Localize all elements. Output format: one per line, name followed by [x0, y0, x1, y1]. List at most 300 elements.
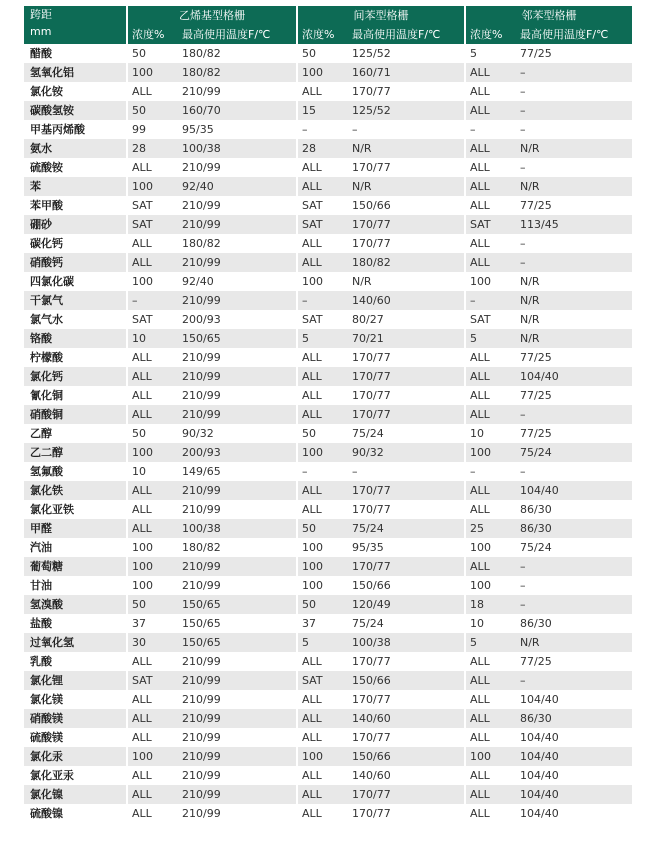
- concentration-cell: 10: [127, 329, 178, 348]
- concentration-cell: ALL: [127, 709, 178, 728]
- max-temp-cell: 77/25: [516, 652, 632, 671]
- concentration-cell: 100: [127, 177, 178, 196]
- max-temp-cell: 125/52: [348, 44, 465, 63]
- table-row: [24, 63, 632, 82]
- concentration-cell: ALL: [127, 728, 178, 747]
- concentration-cell: ALL: [465, 158, 516, 177]
- concentration-cell: ALL: [465, 386, 516, 405]
- concentration-cell: 50: [127, 424, 178, 443]
- max-temp-cell: 210/99: [178, 652, 297, 671]
- concentration-cell: 5: [297, 329, 348, 348]
- subheader-max-temp: 最高使用温度F/℃: [348, 25, 465, 44]
- max-temp-cell: 75/24: [516, 443, 632, 462]
- max-temp-cell: 180/82: [178, 63, 297, 82]
- concentration-cell: SAT: [297, 215, 348, 234]
- table-row: [24, 44, 632, 63]
- chemical-name: 硝酸钙: [24, 253, 127, 272]
- chemical-name: 氢溴酸: [24, 595, 127, 614]
- concentration-cell: SAT: [127, 671, 178, 690]
- table-row: [24, 652, 632, 671]
- table-row: [24, 709, 632, 728]
- concentration-cell: 30: [127, 633, 178, 652]
- concentration-cell: 50: [297, 44, 348, 63]
- max-temp-cell: 90/32: [348, 443, 465, 462]
- concentration-cell: 5: [465, 44, 516, 63]
- chemical-name: 硫酸镍: [24, 804, 127, 823]
- concentration-cell: ALL: [465, 709, 516, 728]
- max-temp-cell: N/R: [348, 272, 465, 291]
- concentration-cell: ALL: [127, 82, 178, 101]
- table-row: [24, 538, 632, 557]
- max-temp-cell: 90/32: [178, 424, 297, 443]
- max-temp-cell: 170/77: [348, 481, 465, 500]
- concentration-cell: 28: [297, 139, 348, 158]
- concentration-cell: ALL: [127, 785, 178, 804]
- concentration-cell: ALL: [127, 481, 178, 500]
- max-temp-cell: 104/40: [516, 804, 632, 823]
- concentration-cell: –: [127, 291, 178, 310]
- chemical-name: 甘油: [24, 576, 127, 595]
- concentration-cell: ALL: [297, 785, 348, 804]
- max-temp-cell: 70/21: [348, 329, 465, 348]
- chemical-name: 硼砂: [24, 215, 127, 234]
- concentration-cell: ALL: [465, 500, 516, 519]
- concentration-cell: ALL: [297, 82, 348, 101]
- concentration-cell: 100: [297, 557, 348, 576]
- chemical-name: 醋酸: [24, 44, 127, 63]
- max-temp-cell: 86/30: [516, 519, 632, 538]
- max-temp-cell: –: [516, 253, 632, 272]
- max-temp-cell: 92/40: [178, 177, 297, 196]
- concentration-cell: 100: [127, 272, 178, 291]
- concentration-cell: 50: [297, 519, 348, 538]
- table-row: [24, 177, 632, 196]
- concentration-cell: ALL: [465, 253, 516, 272]
- subheader-concentration: 浓度%: [297, 25, 348, 44]
- table-row: [24, 196, 632, 215]
- table-row: [24, 690, 632, 709]
- concentration-cell: ALL: [127, 367, 178, 386]
- concentration-cell: ALL: [127, 234, 178, 253]
- max-temp-cell: 170/77: [348, 728, 465, 747]
- max-temp-cell: –: [516, 63, 632, 82]
- table-row: [24, 671, 632, 690]
- max-temp-cell: 170/77: [348, 500, 465, 519]
- chemical-name: 汽油: [24, 538, 127, 557]
- subheader-max-temp: 最高使用温度F/℃: [516, 25, 632, 44]
- max-temp-cell: 86/30: [516, 500, 632, 519]
- concentration-cell: 100: [465, 443, 516, 462]
- chemical-name: 乙醇: [24, 424, 127, 443]
- concentration-cell: 100: [297, 63, 348, 82]
- concentration-cell: 18: [465, 595, 516, 614]
- concentration-cell: ALL: [465, 766, 516, 785]
- max-temp-cell: 150/65: [178, 633, 297, 652]
- chemical-name: 氯化镍: [24, 785, 127, 804]
- max-temp-cell: 160/70: [178, 101, 297, 120]
- max-temp-cell: –: [516, 234, 632, 253]
- max-temp-cell: 210/99: [178, 804, 297, 823]
- max-temp-cell: 150/65: [178, 329, 297, 348]
- max-temp-cell: 200/93: [178, 443, 297, 462]
- concentration-cell: ALL: [127, 500, 178, 519]
- chemical-name: 甲醛: [24, 519, 127, 538]
- subheader-concentration: 浓度%: [465, 25, 516, 44]
- max-temp-cell: 75/24: [348, 519, 465, 538]
- max-temp-cell: –: [516, 671, 632, 690]
- concentration-cell: –: [297, 462, 348, 481]
- table-row: [24, 804, 632, 823]
- table-row: [24, 633, 632, 652]
- concentration-cell: ALL: [127, 804, 178, 823]
- max-temp-cell: –: [348, 120, 465, 139]
- concentration-cell: ALL: [465, 177, 516, 196]
- table-header: [24, 6, 632, 44]
- max-temp-cell: 140/60: [348, 709, 465, 728]
- concentration-cell: –: [297, 120, 348, 139]
- max-temp-cell: 180/82: [348, 253, 465, 272]
- group-isophthalic: 间苯型格栅: [297, 6, 465, 25]
- max-temp-cell: 210/99: [178, 766, 297, 785]
- concentration-cell: ALL: [465, 101, 516, 120]
- max-temp-cell: 210/99: [178, 747, 297, 766]
- table-row: [24, 139, 632, 158]
- concentration-cell: ALL: [127, 766, 178, 785]
- concentration-cell: 5: [297, 633, 348, 652]
- max-temp-cell: 170/77: [348, 158, 465, 177]
- concentration-cell: ALL: [297, 500, 348, 519]
- chemical-name: 干氯气: [24, 291, 127, 310]
- chemical-name: 氯化铵: [24, 82, 127, 101]
- table-row: [24, 728, 632, 747]
- concentration-cell: 50: [127, 101, 178, 120]
- table-row: [24, 120, 632, 139]
- table-row: [24, 329, 632, 348]
- max-temp-cell: –: [516, 595, 632, 614]
- max-temp-cell: 77/25: [516, 386, 632, 405]
- chemical-name: 硫酸镁: [24, 728, 127, 747]
- max-temp-cell: 113/45: [516, 215, 632, 234]
- max-temp-cell: 170/77: [348, 652, 465, 671]
- concentration-cell: 37: [297, 614, 348, 633]
- concentration-cell: ALL: [127, 405, 178, 424]
- max-temp-cell: 210/99: [178, 82, 297, 101]
- corner-label-span: 跨距: [30, 8, 52, 21]
- chemical-name: 氢氧化铝: [24, 63, 127, 82]
- max-temp-cell: N/R: [516, 139, 632, 158]
- concentration-cell: 100: [297, 576, 348, 595]
- max-temp-cell: 170/77: [348, 785, 465, 804]
- concentration-cell: ALL: [465, 63, 516, 82]
- concentration-cell: 100: [465, 747, 516, 766]
- concentration-cell: ALL: [465, 82, 516, 101]
- concentration-cell: 50: [297, 595, 348, 614]
- max-temp-cell: 104/40: [516, 747, 632, 766]
- table-row: [24, 500, 632, 519]
- max-temp-cell: 210/99: [178, 481, 297, 500]
- max-temp-cell: 170/77: [348, 386, 465, 405]
- table-row: [24, 424, 632, 443]
- max-temp-cell: 210/99: [178, 671, 297, 690]
- concentration-cell: –: [465, 120, 516, 139]
- concentration-cell: SAT: [465, 215, 516, 234]
- concentration-cell: ALL: [127, 253, 178, 272]
- table-row: [24, 272, 632, 291]
- concentration-cell: ALL: [297, 481, 348, 500]
- concentration-cell: ALL: [465, 690, 516, 709]
- concentration-cell: ALL: [465, 405, 516, 424]
- concentration-cell: 100: [465, 576, 516, 595]
- max-temp-cell: 210/99: [178, 728, 297, 747]
- table-row: [24, 291, 632, 310]
- concentration-cell: ALL: [127, 652, 178, 671]
- subheader-max-temp: 最高使用温度F/℃: [178, 25, 297, 44]
- max-temp-cell: 104/40: [516, 481, 632, 500]
- header-corner: [24, 6, 127, 44]
- max-temp-cell: 100/38: [178, 139, 297, 158]
- concentration-cell: –: [465, 291, 516, 310]
- table-row: [24, 348, 632, 367]
- concentration-cell: ALL: [127, 690, 178, 709]
- max-temp-cell: 170/77: [348, 690, 465, 709]
- concentration-cell: SAT: [297, 671, 348, 690]
- table-row: [24, 747, 632, 766]
- table-row: [24, 405, 632, 424]
- chemical-name: 乳酸: [24, 652, 127, 671]
- concentration-cell: 100: [127, 538, 178, 557]
- max-temp-cell: 86/30: [516, 709, 632, 728]
- max-temp-cell: 170/77: [348, 215, 465, 234]
- max-temp-cell: –: [516, 405, 632, 424]
- max-temp-cell: 180/82: [178, 234, 297, 253]
- concentration-cell: –: [297, 291, 348, 310]
- max-temp-cell: 170/77: [348, 804, 465, 823]
- max-temp-cell: 210/99: [178, 785, 297, 804]
- max-temp-cell: 210/99: [178, 557, 297, 576]
- concentration-cell: 100: [127, 63, 178, 82]
- chemical-name: 苯: [24, 177, 127, 196]
- max-temp-cell: N/R: [348, 177, 465, 196]
- max-temp-cell: 92/40: [178, 272, 297, 291]
- table-row: [24, 766, 632, 785]
- max-temp-cell: 75/24: [516, 538, 632, 557]
- max-temp-cell: 180/82: [178, 44, 297, 63]
- chemical-name: 乙二醇: [24, 443, 127, 462]
- chemical-name: 氯化铁: [24, 481, 127, 500]
- concentration-cell: ALL: [465, 196, 516, 215]
- table-row: [24, 576, 632, 595]
- max-temp-cell: 77/25: [516, 424, 632, 443]
- concentration-cell: 100: [465, 538, 516, 557]
- chemical-name: 盐酸: [24, 614, 127, 633]
- concentration-cell: ALL: [465, 348, 516, 367]
- table-row: [24, 82, 632, 101]
- chemical-resistance-table-container: [24, 6, 632, 823]
- concentration-cell: ALL: [465, 367, 516, 386]
- concentration-cell: 28: [127, 139, 178, 158]
- concentration-cell: 50: [127, 595, 178, 614]
- chemical-name: 氰化铜: [24, 386, 127, 405]
- concentration-cell: ALL: [297, 405, 348, 424]
- concentration-cell: ALL: [465, 728, 516, 747]
- concentration-cell: ALL: [465, 481, 516, 500]
- concentration-cell: 100: [127, 557, 178, 576]
- concentration-cell: ALL: [465, 139, 516, 158]
- chemical-name: 四氯化碳: [24, 272, 127, 291]
- concentration-cell: 10: [465, 614, 516, 633]
- concentration-cell: 50: [297, 424, 348, 443]
- max-temp-cell: 77/25: [516, 196, 632, 215]
- chemical-name: 碳化钙: [24, 234, 127, 253]
- group-vinyl-ester: 乙烯基型格栅: [127, 6, 297, 25]
- corner-label-unit: mm: [30, 25, 52, 38]
- concentration-cell: 100: [465, 272, 516, 291]
- max-temp-cell: –: [516, 158, 632, 177]
- concentration-cell: –: [465, 462, 516, 481]
- chemical-resistance-table: [24, 6, 632, 823]
- concentration-cell: ALL: [465, 671, 516, 690]
- concentration-cell: 25: [465, 519, 516, 538]
- max-temp-cell: N/R: [516, 272, 632, 291]
- max-temp-cell: 210/99: [178, 405, 297, 424]
- chemical-name: 硫酸铵: [24, 158, 127, 177]
- chemical-name: 氯化汞: [24, 747, 127, 766]
- max-temp-cell: 170/77: [348, 348, 465, 367]
- max-temp-cell: 210/99: [178, 690, 297, 709]
- max-temp-cell: 140/60: [348, 291, 465, 310]
- max-temp-cell: 150/66: [348, 747, 465, 766]
- table-row: [24, 234, 632, 253]
- max-temp-cell: –: [516, 101, 632, 120]
- table-row: [24, 595, 632, 614]
- concentration-cell: SAT: [297, 310, 348, 329]
- chemical-name: 铬酸: [24, 329, 127, 348]
- max-temp-cell: 210/99: [178, 158, 297, 177]
- chemical-name: 柠檬酸: [24, 348, 127, 367]
- table-row: [24, 462, 632, 481]
- concentration-cell: ALL: [297, 367, 348, 386]
- table-row: [24, 443, 632, 462]
- concentration-cell: 99: [127, 120, 178, 139]
- max-temp-cell: 140/60: [348, 766, 465, 785]
- max-temp-cell: 149/65: [178, 462, 297, 481]
- concentration-cell: ALL: [297, 728, 348, 747]
- concentration-cell: ALL: [465, 785, 516, 804]
- max-temp-cell: 77/25: [516, 44, 632, 63]
- max-temp-cell: 210/99: [178, 215, 297, 234]
- table-row: [24, 215, 632, 234]
- table-row: [24, 367, 632, 386]
- concentration-cell: ALL: [297, 690, 348, 709]
- concentration-cell: ALL: [297, 804, 348, 823]
- concentration-cell: 100: [297, 272, 348, 291]
- concentration-cell: SAT: [127, 196, 178, 215]
- max-temp-cell: 210/99: [178, 576, 297, 595]
- chemical-name: 硝酸镁: [24, 709, 127, 728]
- max-temp-cell: 210/99: [178, 386, 297, 405]
- max-temp-cell: 170/77: [348, 557, 465, 576]
- concentration-cell: ALL: [297, 177, 348, 196]
- max-temp-cell: –: [516, 120, 632, 139]
- concentration-cell: SAT: [127, 310, 178, 329]
- max-temp-cell: 77/25: [516, 348, 632, 367]
- max-temp-cell: 210/99: [178, 291, 297, 310]
- concentration-cell: 100: [297, 443, 348, 462]
- table-row: [24, 481, 632, 500]
- concentration-cell: ALL: [297, 386, 348, 405]
- concentration-cell: ALL: [297, 709, 348, 728]
- concentration-cell: ALL: [297, 766, 348, 785]
- concentration-cell: ALL: [297, 158, 348, 177]
- concentration-cell: 100: [127, 443, 178, 462]
- max-temp-cell: N/R: [516, 291, 632, 310]
- max-temp-cell: 104/40: [516, 728, 632, 747]
- chemical-name: 甲基丙烯酸: [24, 120, 127, 139]
- max-temp-cell: 170/77: [348, 82, 465, 101]
- concentration-cell: 50: [127, 44, 178, 63]
- concentration-cell: ALL: [127, 519, 178, 538]
- max-temp-cell: N/R: [516, 329, 632, 348]
- max-temp-cell: 150/66: [348, 196, 465, 215]
- concentration-cell: ALL: [465, 234, 516, 253]
- concentration-cell: ALL: [297, 348, 348, 367]
- concentration-cell: ALL: [127, 386, 178, 405]
- max-temp-cell: 75/24: [348, 614, 465, 633]
- chemical-name: 氢氟酸: [24, 462, 127, 481]
- max-temp-cell: N/R: [516, 633, 632, 652]
- concentration-cell: ALL: [127, 158, 178, 177]
- max-temp-cell: 120/49: [348, 595, 465, 614]
- max-temp-cell: 210/99: [178, 348, 297, 367]
- concentration-cell: ALL: [297, 253, 348, 272]
- chemical-name: 氯化锂: [24, 671, 127, 690]
- max-temp-cell: –: [348, 462, 465, 481]
- max-temp-cell: 150/66: [348, 576, 465, 595]
- concentration-cell: 10: [127, 462, 178, 481]
- concentration-cell: 5: [465, 633, 516, 652]
- max-temp-cell: –: [516, 462, 632, 481]
- table-row: [24, 101, 632, 120]
- chemical-name: 氯化镁: [24, 690, 127, 709]
- table-row: [24, 519, 632, 538]
- group-orthophthalic: 邻苯型格栅: [465, 6, 632, 25]
- max-temp-cell: –: [516, 557, 632, 576]
- max-temp-cell: 180/82: [178, 538, 297, 557]
- max-temp-cell: 170/77: [348, 367, 465, 386]
- table-row: [24, 557, 632, 576]
- max-temp-cell: –: [516, 576, 632, 595]
- concentration-cell: SAT: [465, 310, 516, 329]
- max-temp-cell: 150/66: [348, 671, 465, 690]
- concentration-cell: 37: [127, 614, 178, 633]
- table-row: [24, 614, 632, 633]
- chemical-name: 氯化亚汞: [24, 766, 127, 785]
- max-temp-cell: 75/24: [348, 424, 465, 443]
- max-temp-cell: 210/99: [178, 500, 297, 519]
- table-row: [24, 785, 632, 804]
- max-temp-cell: 210/99: [178, 709, 297, 728]
- max-temp-cell: 100/38: [348, 633, 465, 652]
- concentration-cell: 5: [465, 329, 516, 348]
- max-temp-cell: 150/65: [178, 595, 297, 614]
- max-temp-cell: N/R: [516, 177, 632, 196]
- max-temp-cell: 95/35: [348, 538, 465, 557]
- chemical-name: 过氧化氢: [24, 633, 127, 652]
- max-temp-cell: 210/99: [178, 196, 297, 215]
- concentration-cell: 100: [127, 747, 178, 766]
- max-temp-cell: 200/93: [178, 310, 297, 329]
- max-temp-cell: 170/77: [348, 234, 465, 253]
